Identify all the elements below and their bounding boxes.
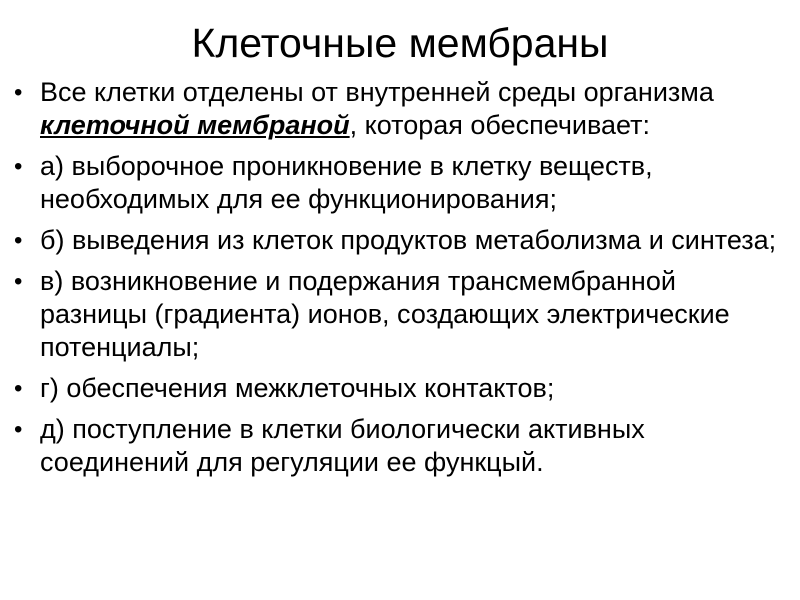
bullet-item-g <box>14 372 784 405</box>
bullet-dot-icon: • <box>14 268 23 295</box>
bullet-dot-icon: • <box>14 153 23 180</box>
bullet-item-d <box>14 413 784 479</box>
bullet-text-after: , которая обеспечивает: <box>349 110 651 140</box>
bullet-text-emphasis: клеточной мембраной <box>40 110 350 140</box>
bullet-text: г) обеспечения межклеточных контактов; <box>40 373 555 403</box>
bullet-item-a <box>14 150 784 216</box>
bullet-dot-icon: • <box>14 79 23 106</box>
slide-title: Клеточные мембраны <box>191 20 609 66</box>
bullet-dot-icon: • <box>14 416 23 443</box>
bullet-item-b <box>14 224 784 257</box>
bullet-item-intro <box>14 76 784 142</box>
bullet-dot-icon: • <box>14 375 23 402</box>
bullet-dot-icon: • <box>14 227 23 254</box>
bullet-text: д) поступление в клетки биологически активных соединений для регуляции ее функцый. <box>40 414 645 477</box>
bullet-text: б) выведения из клеток продуктов метаболизма и синтеза; <box>40 225 777 255</box>
bullet-list <box>14 76 784 487</box>
bullet-text: в) возникновение и подержания трансмембранной разницы (градиента) ионов, создающих электрические потенциалы; <box>40 266 730 362</box>
bullet-text-before: Все клетки отделены от внутренней среды организма <box>40 77 714 107</box>
bullet-text: а) выборочное проникновение в клетку веществ, необходимых для ее функционирования; <box>40 151 653 214</box>
bullet-item-v <box>14 265 784 364</box>
